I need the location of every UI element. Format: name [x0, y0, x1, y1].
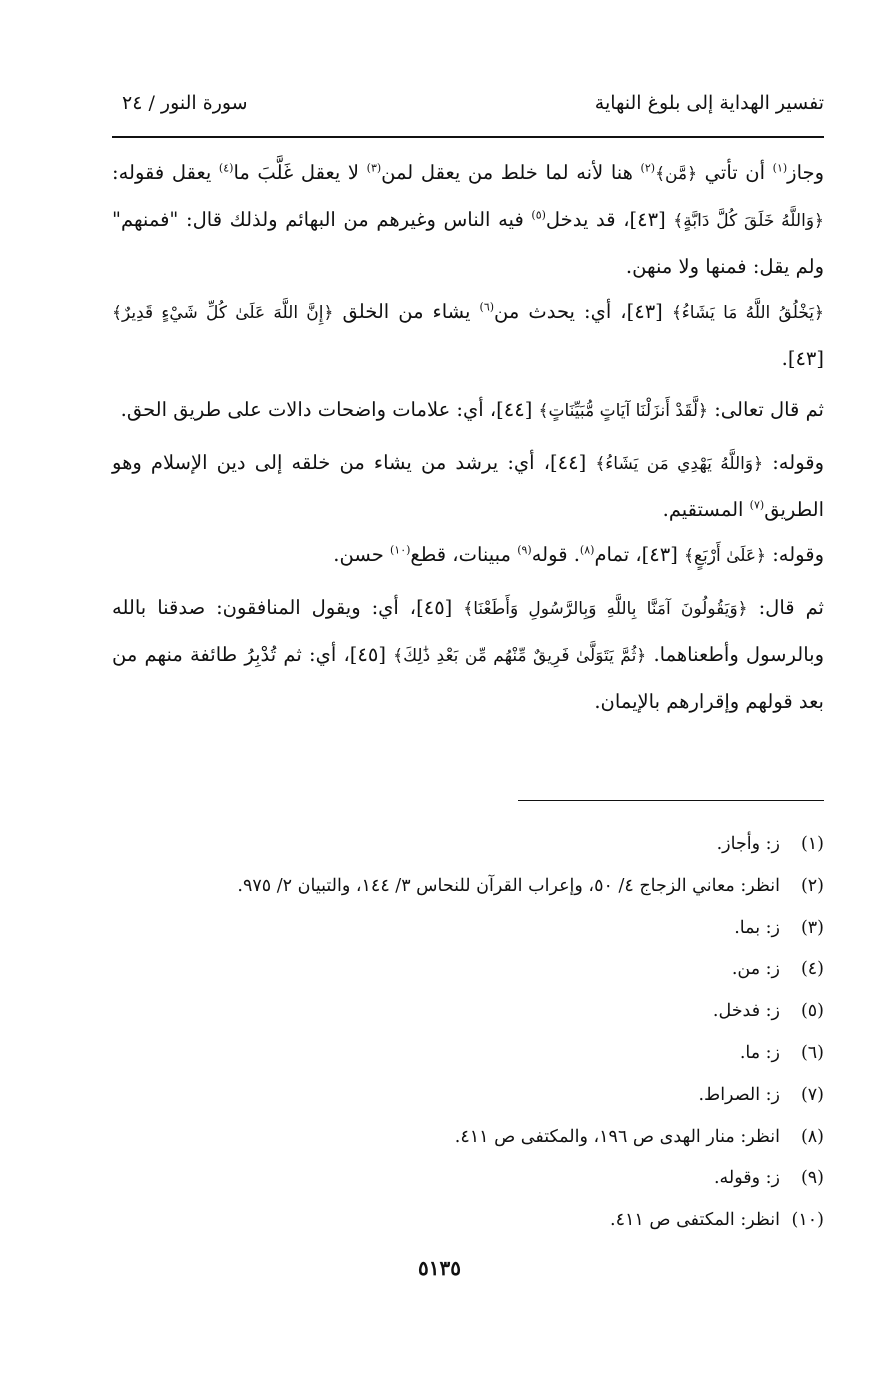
text-run: ثم قال: — [747, 596, 824, 619]
footnote — [112, 1158, 824, 1200]
footnote-ref: (٣) — [366, 161, 382, 175]
page-number: ٥١٣٥ — [418, 1256, 461, 1280]
footnote-number: (٦) — [800, 1042, 824, 1063]
running-header — [112, 88, 824, 128]
paragraph-6 — [112, 585, 824, 724]
text-run: ثم قال تعالى: — [708, 398, 824, 421]
quran-verse: ﴿مَّن﴾ — [655, 164, 698, 184]
footnote-number: (١) — [800, 834, 824, 854]
footnote-text: ز: بما. — [734, 917, 780, 938]
footnote-ref: (٦) — [479, 300, 495, 314]
paragraph-3 — [112, 387, 824, 434]
text-run: [٤٣]، تمام — [594, 543, 685, 566]
footnote-text: انظر: منار الهدى ص ١٩٦، والمكتفى ص ٤١١. — [454, 1126, 780, 1147]
footnote — [112, 824, 824, 866]
text-run: [٤٤]، أي: يرشد من يشاء من خلقه إلى دين الإسلام وهو الطريق — [112, 451, 824, 521]
text-run: يعقل فقوله: — [112, 161, 219, 184]
footnote — [112, 1033, 824, 1075]
footnote-ref: (٤) — [218, 161, 234, 175]
quran-verse: ﴿عَلَىٰ أَرْبَعٍ﴾ — [684, 546, 767, 566]
text-run: مبينات، قطع — [410, 543, 518, 566]
paragraph-5 — [112, 532, 824, 579]
text-run: [٤٥]، أي: ويقول المنافقون: صدقنا بالله وبالرسول وأطعناهما. — [112, 596, 825, 666]
text-run: وقوله: — [766, 543, 824, 566]
text-run: فيه الناس وغيرهم من البهائم ولذلك قال: "فمنهم" ولم يقل: فمنها ولا منهن. — [112, 208, 824, 278]
quran-verse: ﴿وَاللَّهُ يَهْدِي مَن يَشَاءُ﴾ — [595, 454, 764, 474]
footnote-ref: (٢) — [640, 161, 656, 175]
footnote-text: ز: وقوله. — [713, 1168, 780, 1189]
footnote-ref: (١) — [772, 161, 788, 175]
text-run: [٤٣]، قد يدخل — [545, 208, 674, 231]
footnote-text: انظر: معاني الزجاج ٤/ ٥٠، وإعراب القرآن للنحاس ٣/ ١٤٤، والتبيان ٢/ ٩٧٥. — [237, 875, 780, 896]
footnote — [112, 908, 824, 950]
paragraph-4 — [112, 440, 824, 532]
footnote — [112, 866, 824, 908]
header-rule — [112, 136, 824, 138]
text-run: أن تأتي — [697, 161, 773, 184]
quran-verse: ﴿وَيَقُولُونَ آمَنَّا بِاللَّهِ وَبِالرَّسُولِ وَأَطَعْنَا﴾ — [463, 599, 748, 619]
surah-reference: سورة النور / ٢٤ — [122, 92, 248, 114]
footnote-number: (٩) — [800, 1168, 824, 1189]
footnote-number: (٧) — [800, 1084, 824, 1105]
footnote-text: ز: فدخل. — [712, 1001, 780, 1022]
footnote-ref: (٧) — [749, 498, 765, 512]
text-run: هنا لأنه لما خلط من يعقل لمن — [381, 161, 641, 184]
footnote — [112, 1200, 824, 1242]
footnote — [112, 1117, 824, 1159]
text-run: [٤٤]، أي: علامات واضحات دالات على طريق الحق. — [120, 398, 539, 421]
footnote-ref: (٥) — [531, 208, 546, 222]
footnote-ref: (٩) — [517, 543, 532, 557]
footnote-text: ز: ما. — [739, 1042, 780, 1063]
footnote-ref: (٨) — [579, 543, 595, 557]
footnote — [112, 991, 824, 1033]
quran-verse: ﴿يَخْلُقُ اللَّهُ مَا يَشَاءُ﴾ — [671, 303, 824, 323]
footnote-number: (١٠) — [791, 1210, 824, 1231]
book-title: تفسير الهداية إلى بلوغ النهاية — [594, 92, 824, 114]
footnote-text: ز: من. — [731, 959, 780, 980]
main-text — [112, 150, 824, 724]
footnote-ref: (١٠) — [389, 543, 411, 557]
footnote-separator — [518, 800, 824, 801]
footnote-number: (٥) — [800, 1001, 824, 1022]
footnote-number: (٤) — [800, 959, 824, 980]
quran-verse: ﴿ثُمَّ يَتَوَلَّىٰ فَرِيقٌ مِّنْهُم مِّن بَعْدِ ذَٰلِكَ﴾ — [393, 646, 647, 666]
footnote-text: ز: وأجاز. — [716, 834, 780, 854]
text-run: [٤٣]. — [781, 347, 824, 370]
footnote-text: انظر: المكتفى ص ٤١١. — [610, 1210, 780, 1231]
footnote-text: ز: الصراط. — [698, 1084, 780, 1105]
footnote-number: (٣) — [800, 917, 824, 938]
quran-verse: ﴿لَّقَدْ أَنزَلْنَا آيَاتٍ مُّبَيِّنَاتٍ﴾ — [538, 401, 709, 421]
footnotes-list — [112, 824, 824, 1242]
footnote — [112, 949, 824, 991]
text-run: [٤٥]، أي: ثم تُدْبِرُ طائفة منهم من بعد قولهم وإقرارهم بالإيمان. — [112, 643, 824, 713]
text-run: يشاء من الخلق — [333, 300, 480, 323]
text-run: [٤٣]، أي: يحدث من — [494, 300, 672, 323]
text-run: وجاز — [787, 161, 825, 184]
text-run: لا يعقل غَلَّبَ ما — [233, 161, 367, 184]
paragraph-1 — [112, 150, 824, 289]
text-run: المستقيم. — [662, 498, 750, 521]
footnote — [112, 1075, 824, 1117]
footnote-number: (٢) — [800, 875, 824, 896]
text-run: وقوله: — [763, 451, 825, 474]
text-run: حسن. — [333, 543, 390, 566]
paragraph-2 — [112, 289, 824, 381]
quran-verse: ﴿إِنَّ اللَّهَ عَلَىٰ كُلِّ شَيْءٍ قَدِيرٌ﴾ — [112, 303, 334, 323]
footnote-number: (٨) — [800, 1126, 824, 1147]
quran-verse: ﴿وَاللَّهُ خَلَقَ كُلَّ دَابَّةٍ﴾ — [673, 211, 824, 231]
text-run: . قوله — [531, 543, 580, 566]
